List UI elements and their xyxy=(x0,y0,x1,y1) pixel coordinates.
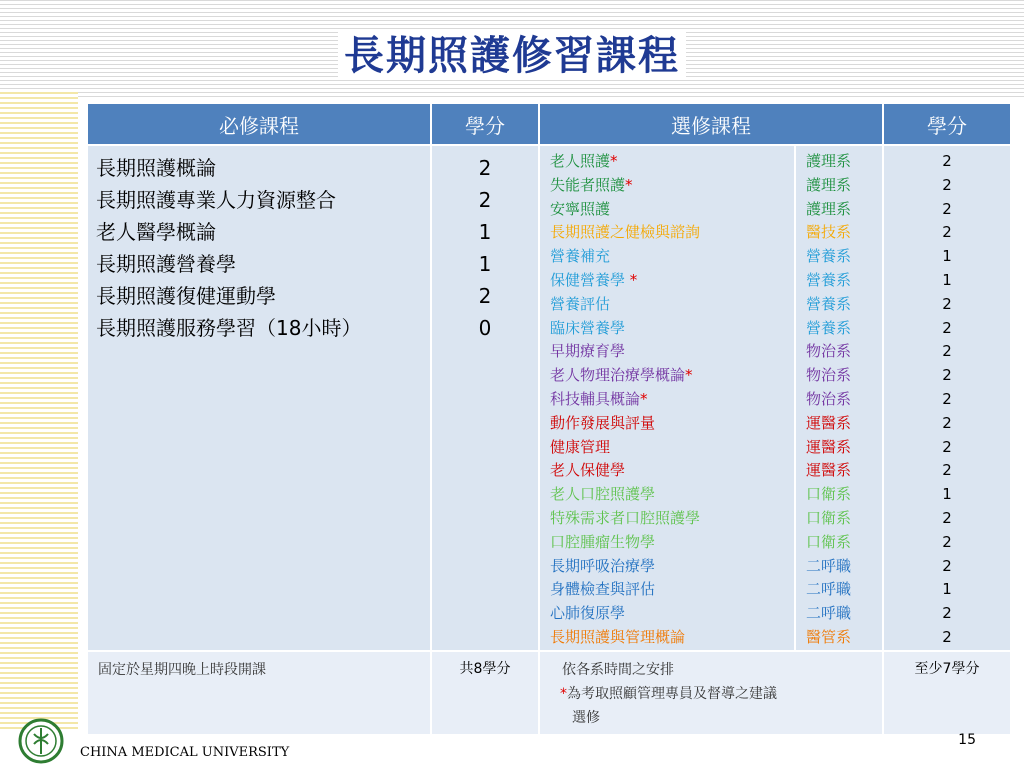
elective-course-item xyxy=(550,293,794,317)
elective-course-credit: 2 xyxy=(942,461,952,480)
elective-course-dept: 醫管系 xyxy=(806,627,852,646)
elective-course-item xyxy=(550,459,794,483)
elective-course-star: * xyxy=(625,175,633,194)
course-table xyxy=(86,102,1012,736)
elective-note-line-3: 選修 xyxy=(572,710,600,726)
elective-course-name: 保健營養學 xyxy=(550,270,630,289)
elective-course-credit: 2 xyxy=(942,294,952,313)
elective-course-name: 老人物理治療學概論 xyxy=(550,366,686,385)
elective-course-name: 長期照護之健檢與諮詢 xyxy=(550,223,701,242)
required-course-name: 長期照護專業人力資源整合 xyxy=(96,188,336,212)
elective-course-dept: 護理系 xyxy=(806,152,852,170)
elective-course-name: 營養評估 xyxy=(550,294,611,313)
elective-course-credit: 2 xyxy=(942,152,952,170)
elective-course-credit: 2 xyxy=(942,413,952,432)
elective-course-credit: 1 xyxy=(942,485,952,504)
elective-course-item xyxy=(550,340,794,364)
elective-course-item xyxy=(550,245,794,269)
elective-course-credit: 2 xyxy=(942,199,952,218)
elective-course-dept: 營養系 xyxy=(806,294,852,313)
elective-note-line-2 xyxy=(560,682,872,706)
elective-course-dept: 二呼職 xyxy=(806,556,852,575)
elective-course-item xyxy=(550,626,794,650)
elective-course-dept: 二呼職 xyxy=(806,580,852,599)
elective-course-name: 老人口腔照護學 xyxy=(550,485,656,504)
elective-course-dept: 口衛系 xyxy=(806,508,852,527)
elective-note-cell xyxy=(539,651,883,735)
elective-note-star: * xyxy=(560,686,567,702)
elective-credit-cell xyxy=(883,145,1011,651)
header-required-courses: 必修課程 xyxy=(87,103,431,145)
elective-course-name: 安寧照護 xyxy=(550,199,611,218)
elective-course-dept: 口衛系 xyxy=(806,485,852,504)
elective-note-line-1: 依各系時間之安排 xyxy=(562,662,674,678)
elective-course-name: 長期照護與管理概論 xyxy=(550,627,686,646)
elective-course-item xyxy=(550,483,794,507)
elective-course-item xyxy=(550,412,794,436)
elective-course-credit: 2 xyxy=(942,532,952,551)
elective-course-credit: 2 xyxy=(942,627,952,646)
elective-total: 至少7學分 xyxy=(914,661,980,677)
elective-course-credit: 2 xyxy=(942,223,952,242)
elective-course-item xyxy=(550,555,794,579)
header-required-credits: 學分 xyxy=(431,103,539,145)
elective-course-dept: 二呼職 xyxy=(806,604,852,623)
elective-course-dept: 運醫系 xyxy=(806,437,852,456)
elective-course-name: 失能者照護 xyxy=(550,175,626,194)
elective-course-star: * xyxy=(610,152,618,170)
required-course-list xyxy=(88,146,430,344)
header-elective-credits: 學分 xyxy=(883,103,1011,145)
slide-title xyxy=(0,24,1024,81)
elective-course-dept: 營養系 xyxy=(806,270,852,289)
elective-course-credit: 1 xyxy=(942,580,952,599)
required-total: 共8學分 xyxy=(459,661,511,677)
elective-course-item xyxy=(550,436,794,460)
elective-course-dept: 運醫系 xyxy=(806,461,852,480)
required-course-credit: 1 xyxy=(478,220,492,244)
university-name: CHINA MEDICAL UNIVERSITY xyxy=(80,745,290,760)
elective-course-star: * xyxy=(640,389,648,408)
elective-course-credit: 2 xyxy=(942,342,952,361)
elective-course-name: 特殊需求者口腔照護學 xyxy=(550,508,701,527)
elective-course-name: 臨床營養學 xyxy=(550,318,626,337)
elective-total-cell xyxy=(883,651,1011,735)
elective-course-cell xyxy=(539,145,795,651)
header-elective-courses: 選修課程 xyxy=(539,103,883,145)
elective-note-line-2-text: 為考取照顧管理專員及督導之建議 xyxy=(567,686,777,702)
table-footer-row xyxy=(87,651,1011,735)
elective-course-dept: 護理系 xyxy=(806,199,852,218)
elective-course-dept: 護理系 xyxy=(806,175,852,194)
elective-course-dept: 口衛系 xyxy=(806,532,852,551)
elective-dept-cell xyxy=(795,145,883,651)
required-credit-cell xyxy=(431,145,539,651)
elective-note xyxy=(540,652,882,734)
page-number: 15 xyxy=(958,732,976,748)
slide-title-text: 長期照護修習課程 xyxy=(338,32,686,79)
elective-course-credit: 2 xyxy=(942,508,952,527)
elective-course-name: 早期療育學 xyxy=(550,342,626,361)
elective-course-credit: 2 xyxy=(942,604,952,623)
required-course-credit: 2 xyxy=(478,284,492,308)
elective-course-item xyxy=(550,602,794,626)
elective-course-credit: 1 xyxy=(942,270,952,289)
elective-course-credit: 2 xyxy=(942,389,952,408)
decorative-stripes-left xyxy=(0,92,78,732)
required-course-credit: 2 xyxy=(478,156,492,180)
elective-course-star: * xyxy=(629,270,638,289)
required-course-name: 長期照護概論 xyxy=(96,156,216,180)
elective-course-item xyxy=(550,364,794,388)
elective-course-name: 科技輔具概論 xyxy=(550,389,641,408)
elective-course-dept: 醫技系 xyxy=(806,223,852,242)
required-credit-list xyxy=(432,146,538,344)
required-course-name: 老人醫學概論 xyxy=(96,220,216,244)
elective-course-name: 長期呼吸治療學 xyxy=(550,556,656,575)
required-course-name: 長期照護營養學 xyxy=(96,252,236,276)
elective-course-item xyxy=(550,269,794,293)
table-header-row xyxy=(87,103,1011,145)
elective-course-item xyxy=(550,388,794,412)
elective-course-item xyxy=(550,531,794,555)
elective-course-name: 老人保健學 xyxy=(550,461,626,480)
elective-course-dept: 物治系 xyxy=(806,366,852,385)
elective-course-item xyxy=(550,221,794,245)
elective-course-dept: 物治系 xyxy=(806,342,852,361)
elective-course-name: 營養補充 xyxy=(550,247,611,266)
elective-course-item xyxy=(550,198,794,222)
required-course-name: 長期照護服務學習（18小時） xyxy=(96,316,362,340)
elective-course-credit: 1 xyxy=(942,247,952,266)
elective-course-credit: 2 xyxy=(942,366,952,385)
elective-course-item xyxy=(550,507,794,531)
elective-course-credit: 2 xyxy=(942,556,952,575)
elective-course-item xyxy=(550,174,794,198)
elective-course-item xyxy=(550,578,794,602)
required-course-name: 長期照護復健運動學 xyxy=(96,284,276,308)
elective-course-credit: 2 xyxy=(942,437,952,456)
elective-credit-list xyxy=(884,146,1010,650)
required-course-credit: 2 xyxy=(478,188,492,212)
required-course-cell xyxy=(87,145,431,651)
required-total-cell xyxy=(431,651,539,735)
elective-course-name: 心肺復原學 xyxy=(550,604,626,623)
required-course-credit: 0 xyxy=(478,316,492,340)
elective-course-name: 口腔腫瘤生物學 xyxy=(550,532,656,551)
elective-course-name: 健康管理 xyxy=(550,437,611,456)
elective-course-item xyxy=(550,317,794,341)
elective-dept-list xyxy=(796,146,882,650)
elective-course-name: 老人照護 xyxy=(550,152,611,170)
elective-course-item xyxy=(550,150,794,174)
required-note-cell xyxy=(87,651,431,735)
elective-course-list xyxy=(540,146,794,650)
elective-course-credit: 2 xyxy=(942,318,952,337)
elective-course-star: * xyxy=(685,366,693,385)
elective-course-credit: 2 xyxy=(942,175,952,194)
university-logo xyxy=(18,718,64,764)
elective-course-dept: 運醫系 xyxy=(806,413,852,432)
elective-course-name: 身體檢查與評估 xyxy=(550,580,656,599)
elective-course-name: 動作發展與評量 xyxy=(550,413,656,432)
elective-course-dept: 營養系 xyxy=(806,318,852,337)
required-note: 固定於星期四晚上時段開課 xyxy=(98,662,266,678)
required-course-credit: 1 xyxy=(478,252,492,276)
elective-course-dept: 營養系 xyxy=(806,247,852,266)
table-body-row xyxy=(87,145,1011,651)
elective-course-dept: 物治系 xyxy=(806,389,852,408)
